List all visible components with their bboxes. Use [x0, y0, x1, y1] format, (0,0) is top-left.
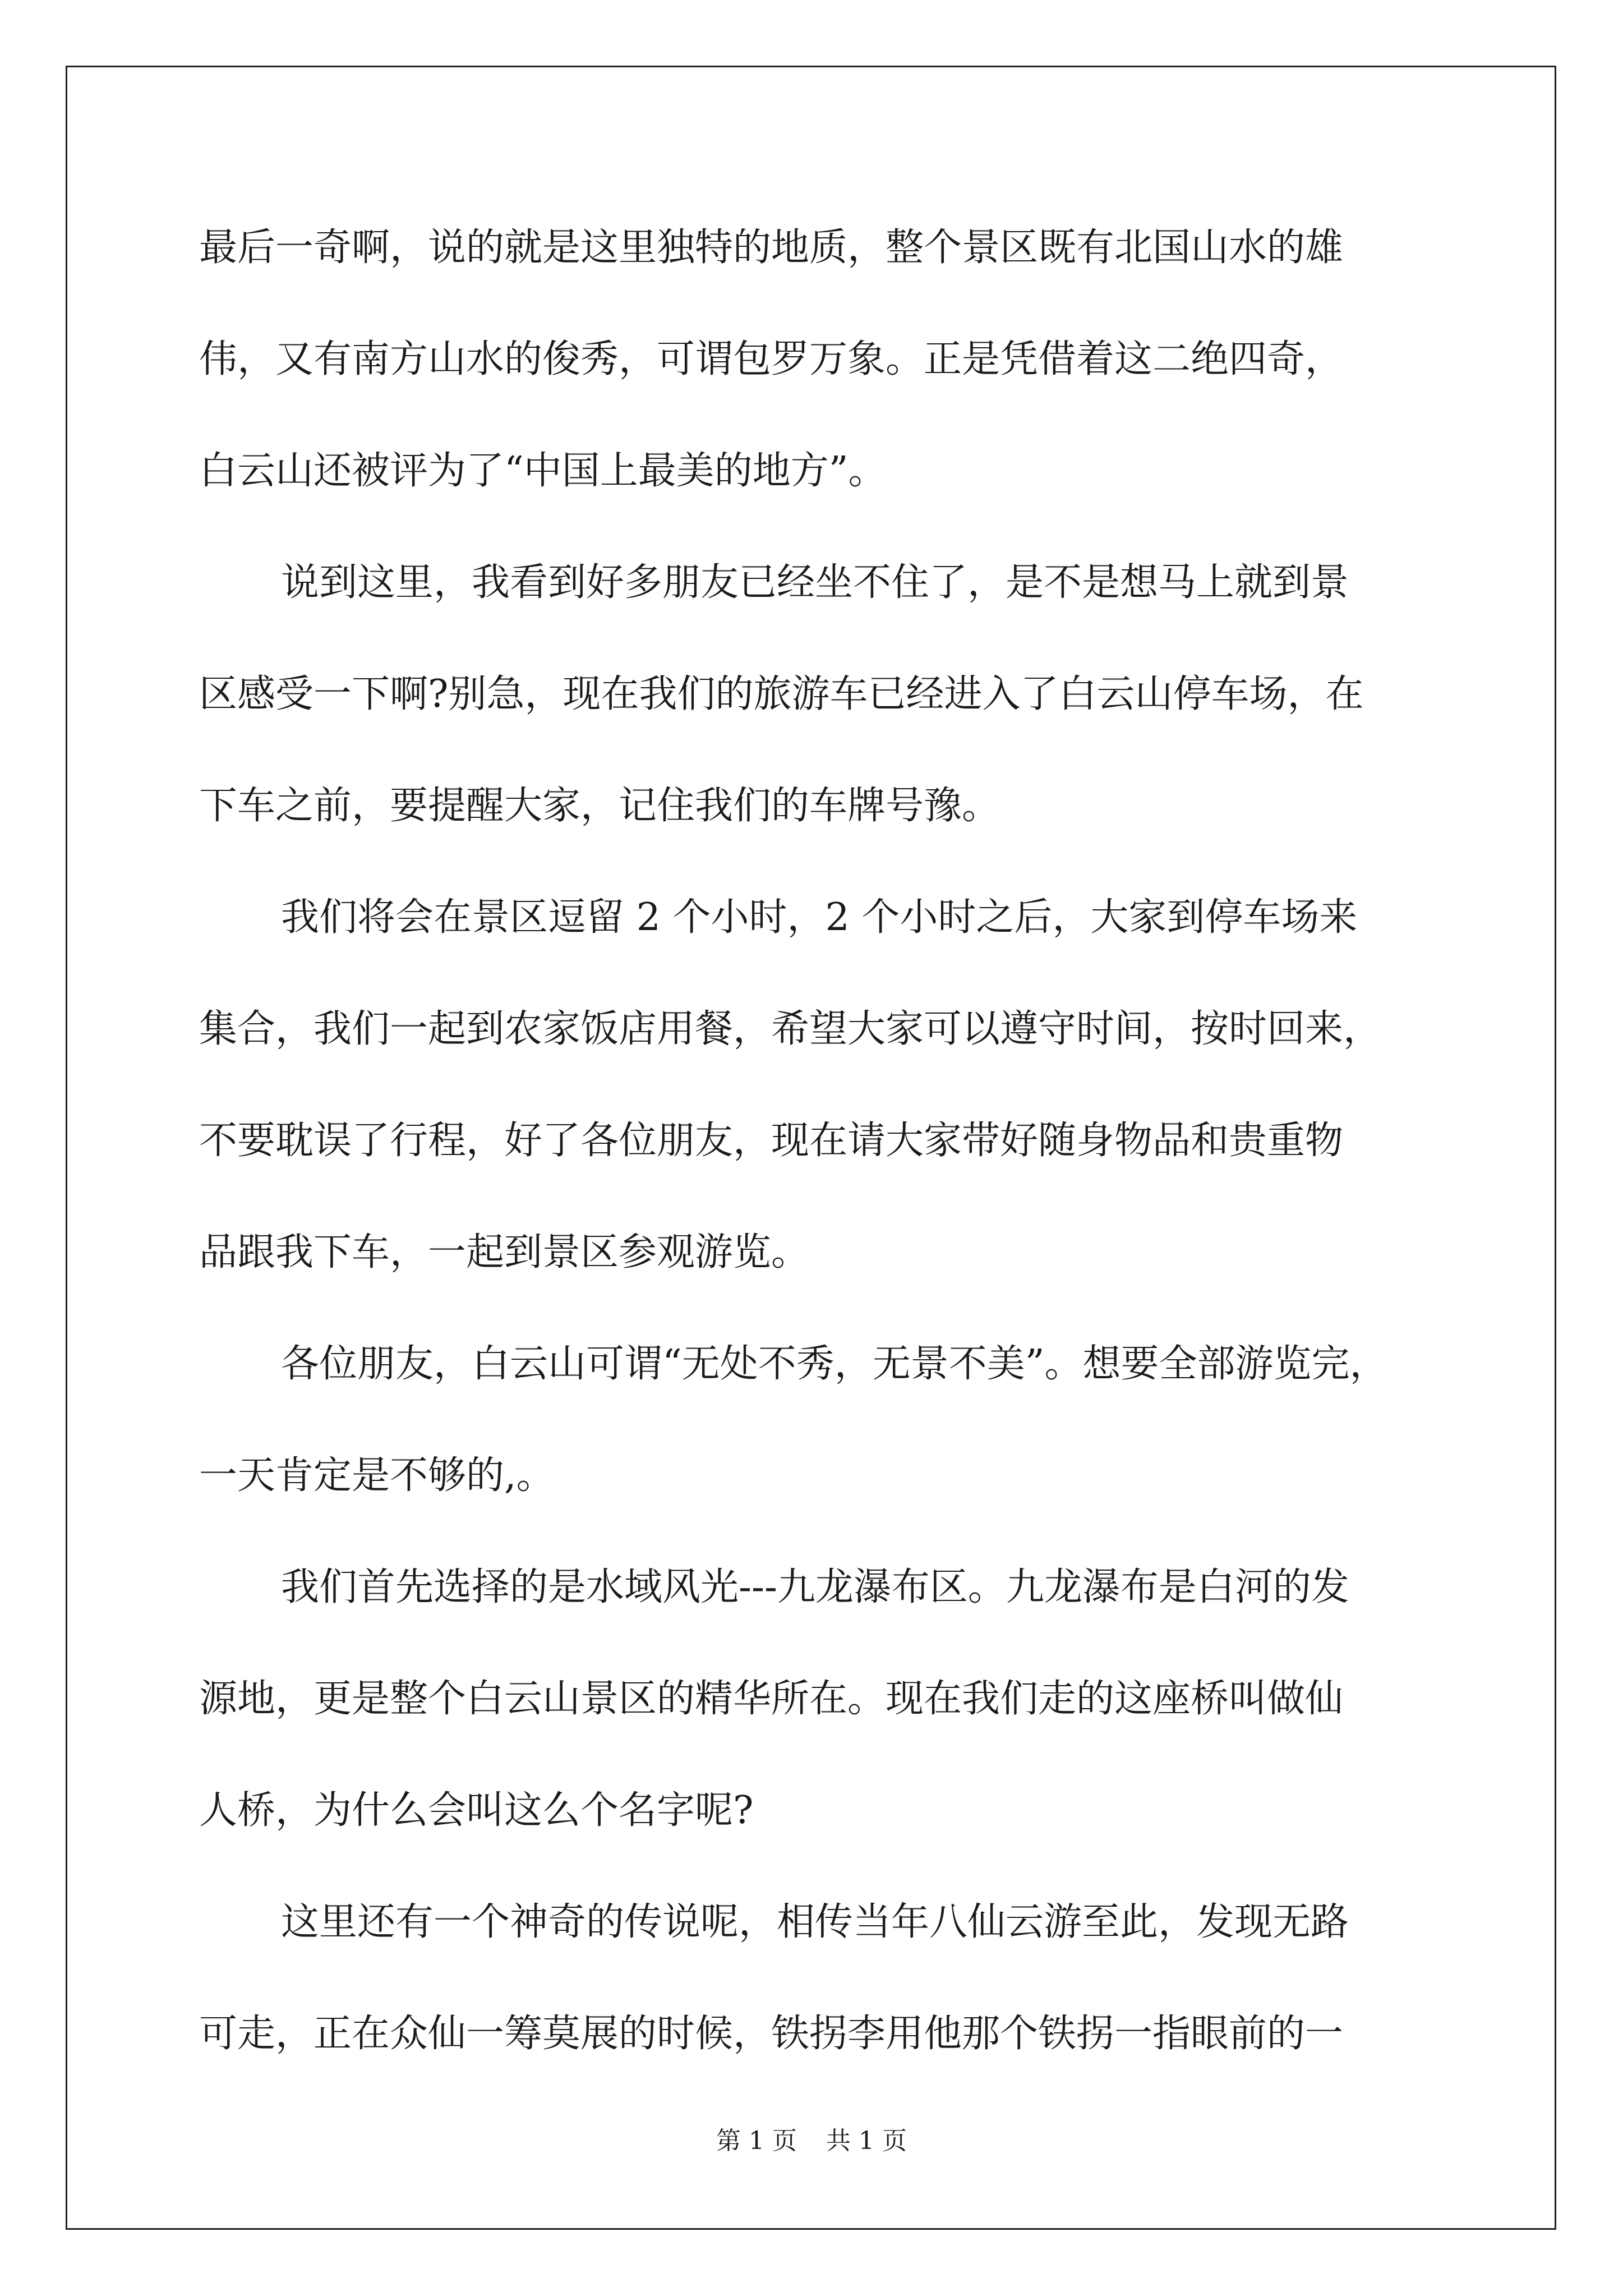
text-line: 不要耽误了行程，好了各位朋友，现在请大家带好随身物品和贵重物	[199, 1119, 1344, 1163]
page-number: 第 1 页	[716, 2127, 797, 2155]
text-line: 下车之前，要提醒大家，记住我们的车牌号豫。	[199, 784, 1000, 828]
text-line: 品跟我下车，一起到景区参观游览。	[199, 1230, 810, 1274]
text-line: 白云山还被评为了“中国上最美的地方”。	[199, 449, 887, 493]
page-footer	[0, 2120, 1623, 2156]
text-line: 源地，更是整个白云山景区的精华所在。现在我们走的这座桥叫做仙	[199, 1677, 1344, 1721]
page-total: 共 1 页	[826, 2127, 907, 2155]
text-line: 区感受一下啊?别急，现在我们的旅游车已经进入了白云山停车场，在	[199, 672, 1364, 716]
text-line: 可走，正在众仙一筹莫展的时候，铁拐李用他那个铁拐一指眼前的一	[199, 2012, 1344, 2056]
paragraph-start-line: 我们首先选择的是水域风光---九龙瀑布区。九龙瀑布是白河的发	[281, 1565, 1349, 1609]
paragraph-start-line: 我们将会在景区逗留 2 个小时，2 个小时之后，大家到停车场来	[281, 895, 1358, 940]
text-line: 集合，我们一起到农家饭店用餐，希望大家可以遵守时间，按时回来，	[199, 1007, 1382, 1051]
text-line: 最后一奇啊，说的就是这里独特的地质，整个景区既有北国山水的雄	[199, 226, 1344, 270]
document-body	[199, 214, 1427, 2112]
text-line: 人桥，为什么会叫这么个名字呢?	[199, 1788, 754, 1833]
paragraph-start-line: 这里还有一个神奇的传说呢，相传当年八仙云游至此，发现无路	[281, 1900, 1349, 1944]
text-line: 一天肯定是不够的,。	[199, 1453, 555, 1498]
text-line: 伟，又有南方山水的俊秀，可谓包罗万象。正是凭借着这二绝四奇，	[199, 337, 1344, 381]
paragraph-start-line: 说到这里，我看到好多朋友已经坐不住了，是不是想马上就到景	[281, 560, 1349, 605]
paragraph-start-line: 各位朋友，白云山可谓“无处不秀，无景不美”。想要全部游览完，	[281, 1342, 1388, 1386]
